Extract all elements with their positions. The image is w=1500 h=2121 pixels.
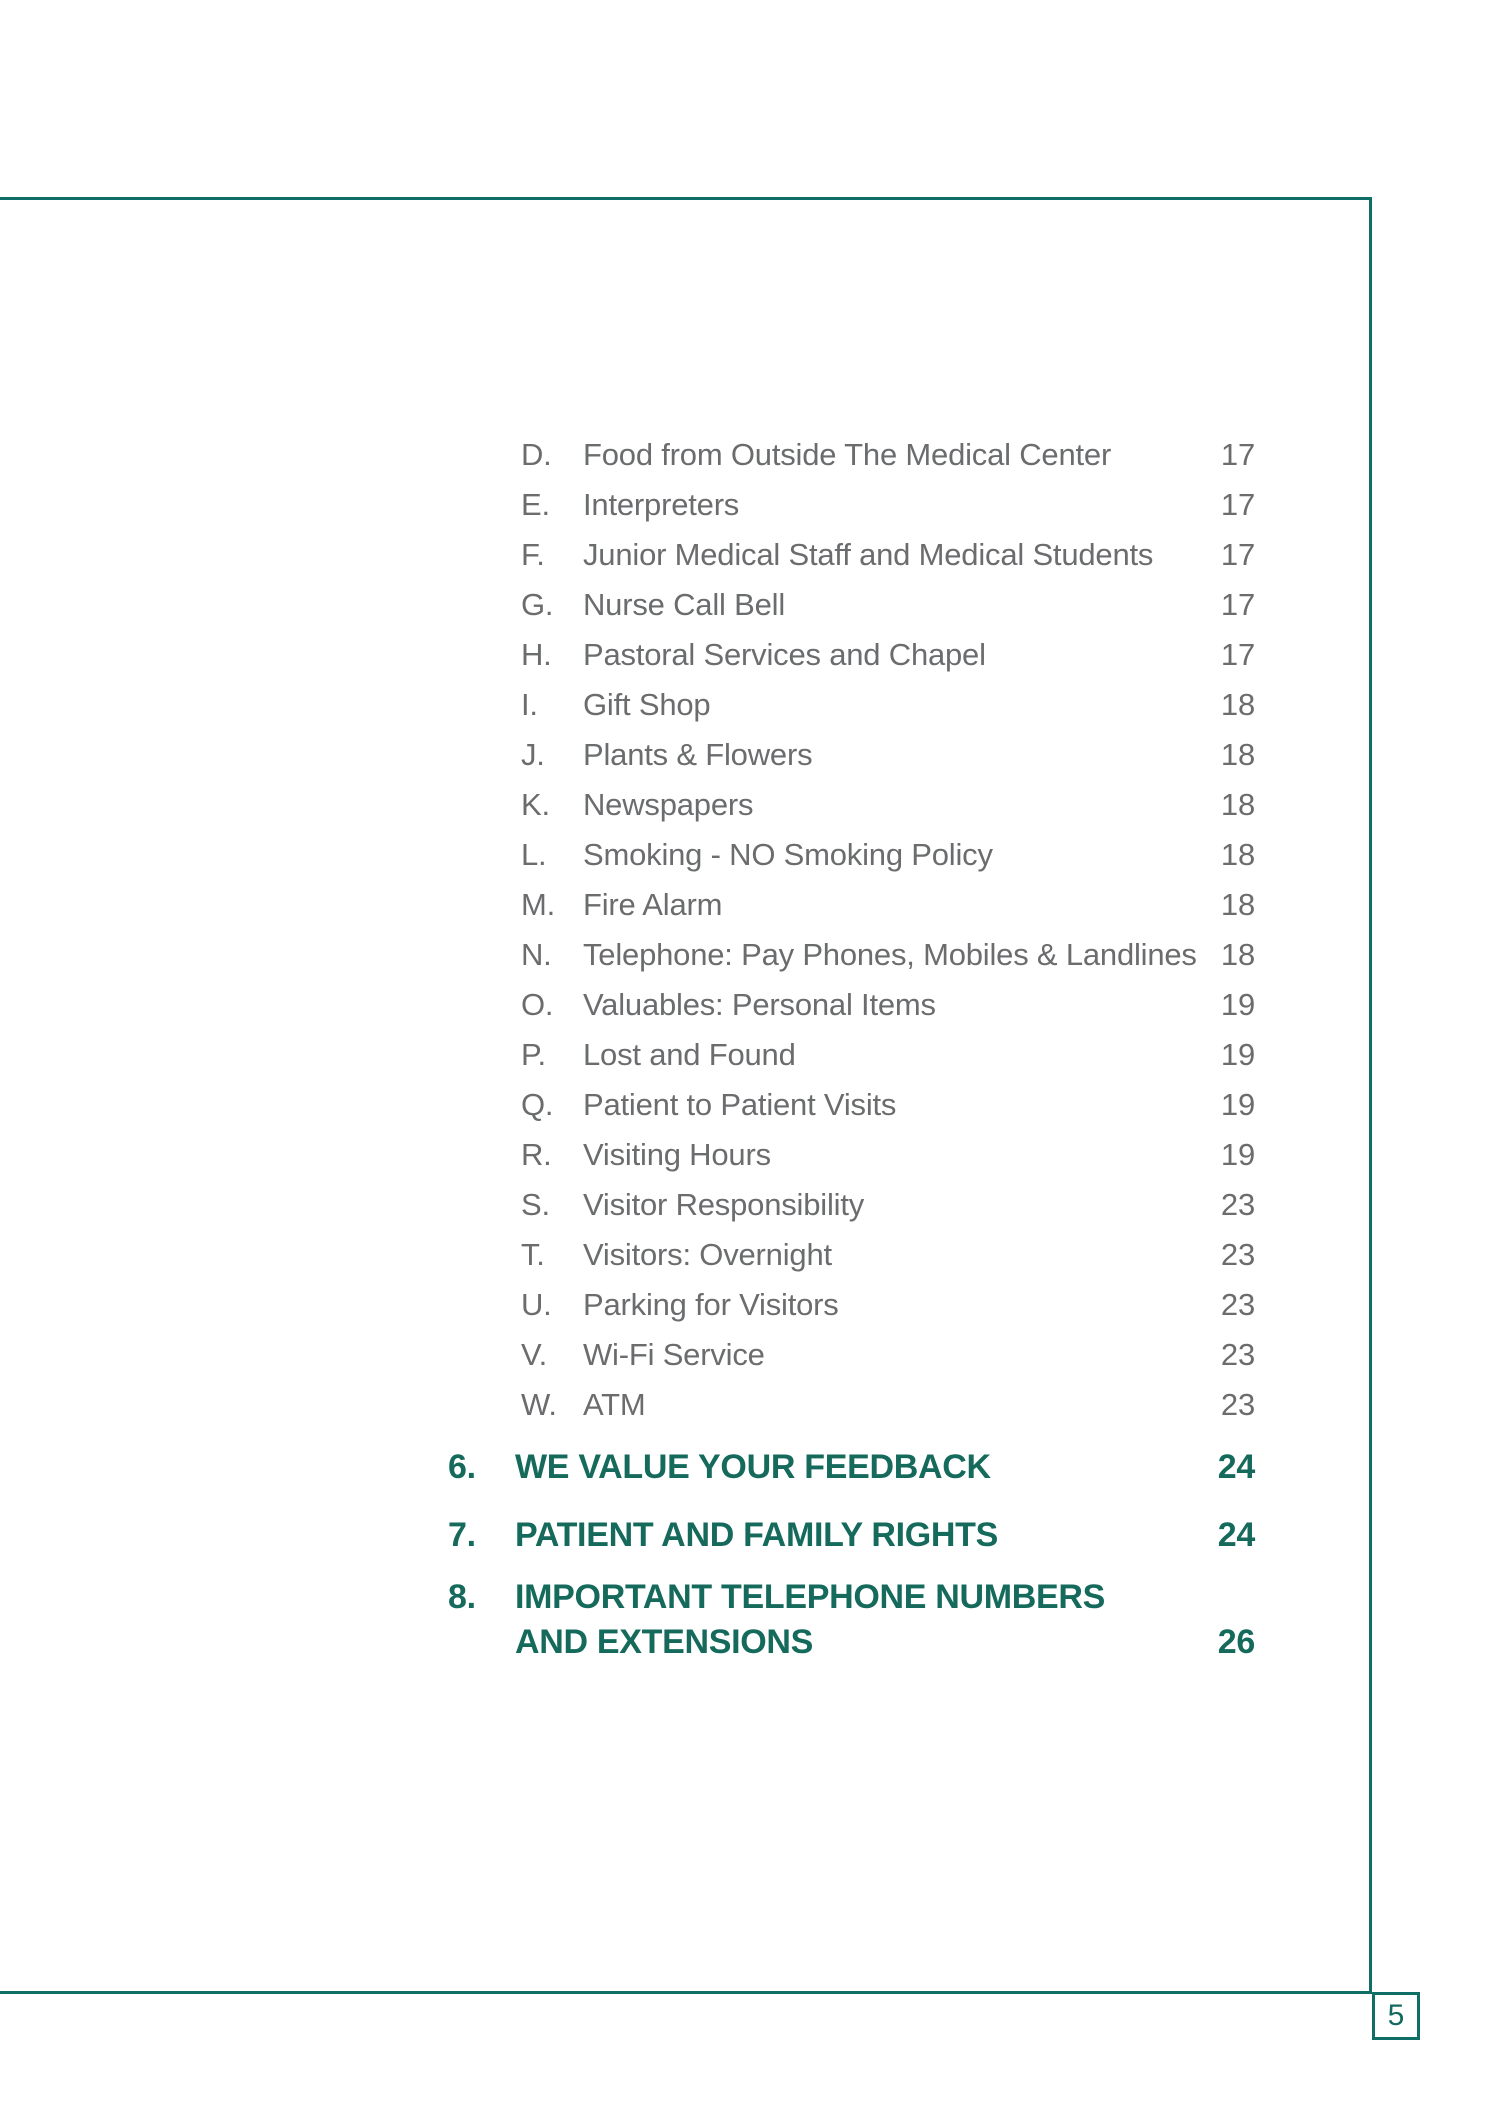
toc-entry-title: Gift Shop (583, 687, 711, 722)
toc-entry (521, 980, 1255, 1030)
toc-entry-title: Interpreters (583, 487, 740, 522)
toc-entry-page-number: 23 (1220, 1337, 1255, 1372)
toc-entry-page-number: 23 (1220, 1287, 1255, 1322)
toc-entry-page-number: 18 (1220, 787, 1255, 822)
toc-entry (521, 1230, 1255, 1280)
toc-entry-title: Patient to Patient Visits (583, 1087, 897, 1122)
toc-entry-letter: K. (521, 787, 550, 822)
toc-section-page-number: 24 (1217, 1516, 1255, 1554)
toc-entry-title: Fire Alarm (583, 887, 723, 922)
toc-entry (521, 1030, 1255, 1080)
toc-entry-page-number: 19 (1220, 987, 1255, 1022)
toc-entry (521, 1130, 1255, 1180)
toc-entry (521, 830, 1255, 880)
toc-entry-title: Visitor Responsibility (583, 1187, 865, 1222)
toc-entry-title: Junior Medical Staff and Medical Students (583, 537, 1154, 572)
toc-section-entry (448, 1442, 1255, 1492)
toc-entry-page-number: 17 (1220, 487, 1255, 522)
toc-section-number: 7. (448, 1516, 476, 1554)
toc-entry-title: Newspapers (583, 787, 754, 822)
toc-entry-letter: Q. (521, 1087, 554, 1122)
toc-entry-letter: D. (521, 437, 552, 472)
toc-entry (521, 580, 1255, 630)
toc-entry-letter: L. (521, 837, 547, 872)
toc-entry-title: Plants & Flowers (583, 737, 813, 772)
toc-entry-letter: V. (521, 1337, 548, 1372)
toc-entry-letter: G. (521, 587, 554, 622)
toc-entry-page-number: 18 (1220, 737, 1255, 772)
toc-entry-title: Smoking - NO Smoking Policy (583, 837, 993, 872)
toc-entry-page-number: 19 (1220, 1137, 1255, 1172)
toc-entry-title: Parking for Visitors (583, 1287, 839, 1322)
toc-lettered-list (521, 430, 1255, 1430)
toc-entry (521, 630, 1255, 680)
toc-section-title (515, 1575, 1205, 1665)
toc-section-number: 6. (448, 1448, 476, 1486)
page-number: 5 (1387, 1999, 1405, 2032)
toc-entry-title: Pastoral Services and Chapel (583, 637, 986, 672)
toc-section-number: 8. (448, 1578, 476, 1616)
toc-section-entry (448, 1575, 1255, 1665)
toc-entry-page-number: 18 (1220, 687, 1255, 722)
toc-entry (521, 880, 1255, 930)
toc-section-title (515, 1510, 1205, 1560)
toc-entry-letter: M. (521, 887, 556, 922)
toc-entry-page-number: 17 (1220, 437, 1255, 472)
toc-entry-title: Telephone: Pay Phones, Mobiles & Landlines (583, 937, 1197, 972)
toc-entry (521, 780, 1255, 830)
toc-entry (521, 1080, 1255, 1130)
page-frame-bottom-border (0, 1991, 1372, 1994)
toc-entry-page-number: 17 (1220, 637, 1255, 672)
toc-entry-letter: R. (521, 1137, 552, 1172)
toc-entry-letter: W. (521, 1387, 557, 1422)
toc-entry-title: Visitors: Overnight (583, 1237, 832, 1272)
toc-section-page-number: 26 (1217, 1623, 1255, 1661)
toc-entry (521, 930, 1255, 980)
toc-entry-letter: U. (521, 1287, 552, 1322)
toc-entry-page-number: 18 (1220, 937, 1255, 972)
toc-entry-page-number: 17 (1220, 537, 1255, 572)
toc-entry-letter: J. (521, 737, 545, 772)
toc-entry-title: Valuables: Personal Items (583, 987, 936, 1022)
toc-section-page-number: 24 (1217, 1448, 1255, 1486)
toc-entry-letter: E. (521, 487, 550, 522)
page-frame-right-border (1369, 197, 1372, 1994)
toc-entry-page-number: 19 (1220, 1087, 1255, 1122)
toc-entry-letter: H. (521, 637, 552, 672)
toc-section-list (448, 1442, 1255, 1683)
toc-entry-title: ATM (583, 1387, 646, 1422)
toc-section-title-line1: PATIENT AND FAMILY RIGHTS (515, 1516, 999, 1554)
toc-entry (521, 1330, 1255, 1380)
toc-entry-letter: F. (521, 537, 545, 572)
toc-entry-page-number: 23 (1220, 1387, 1255, 1422)
toc-section-title-line2: AND EXTENSIONS (515, 1623, 814, 1661)
toc-entry (521, 1380, 1255, 1430)
toc-entry (521, 430, 1255, 480)
toc-section-entry (448, 1510, 1255, 1560)
toc-entry-letter: O. (521, 987, 554, 1022)
toc-entry-letter: P. (521, 1037, 546, 1072)
toc-entry-letter: N. (521, 937, 552, 972)
toc-entry-page-number: 23 (1220, 1187, 1255, 1222)
toc-entry-page-number: 18 (1220, 837, 1255, 872)
toc-entry-page-number: 23 (1220, 1237, 1255, 1272)
toc-entry (521, 1280, 1255, 1330)
toc-entry (521, 680, 1255, 730)
page-number-box (1372, 1992, 1420, 2040)
toc-section-title-line1: WE VALUE YOUR FEEDBACK (515, 1448, 991, 1486)
toc-entry-page-number: 19 (1220, 1037, 1255, 1072)
toc-entry (521, 530, 1255, 580)
toc-entry-title: Nurse Call Bell (583, 587, 786, 622)
toc-entry-page-number: 17 (1220, 587, 1255, 622)
toc-section-title-line1: IMPORTANT TELEPHONE NUMBERS (515, 1578, 1106, 1616)
toc-entry-page-number: 18 (1220, 887, 1255, 922)
toc-entry-title: Food from Outside The Medical Center (583, 437, 1112, 472)
toc-section-title (515, 1442, 1205, 1492)
toc-entry-title: Visiting Hours (583, 1137, 771, 1172)
toc-entry-letter: I. (521, 687, 538, 722)
toc-entry-letter: S. (521, 1187, 550, 1222)
page-frame-top-border (0, 197, 1372, 200)
toc-entry (521, 1180, 1255, 1230)
toc-entry (521, 730, 1255, 780)
toc-entry-title: Lost and Found (583, 1037, 796, 1072)
toc-entry (521, 480, 1255, 530)
toc-entry-letter: T. (521, 1237, 545, 1272)
toc-entry-title: Wi-Fi Service (583, 1337, 765, 1372)
